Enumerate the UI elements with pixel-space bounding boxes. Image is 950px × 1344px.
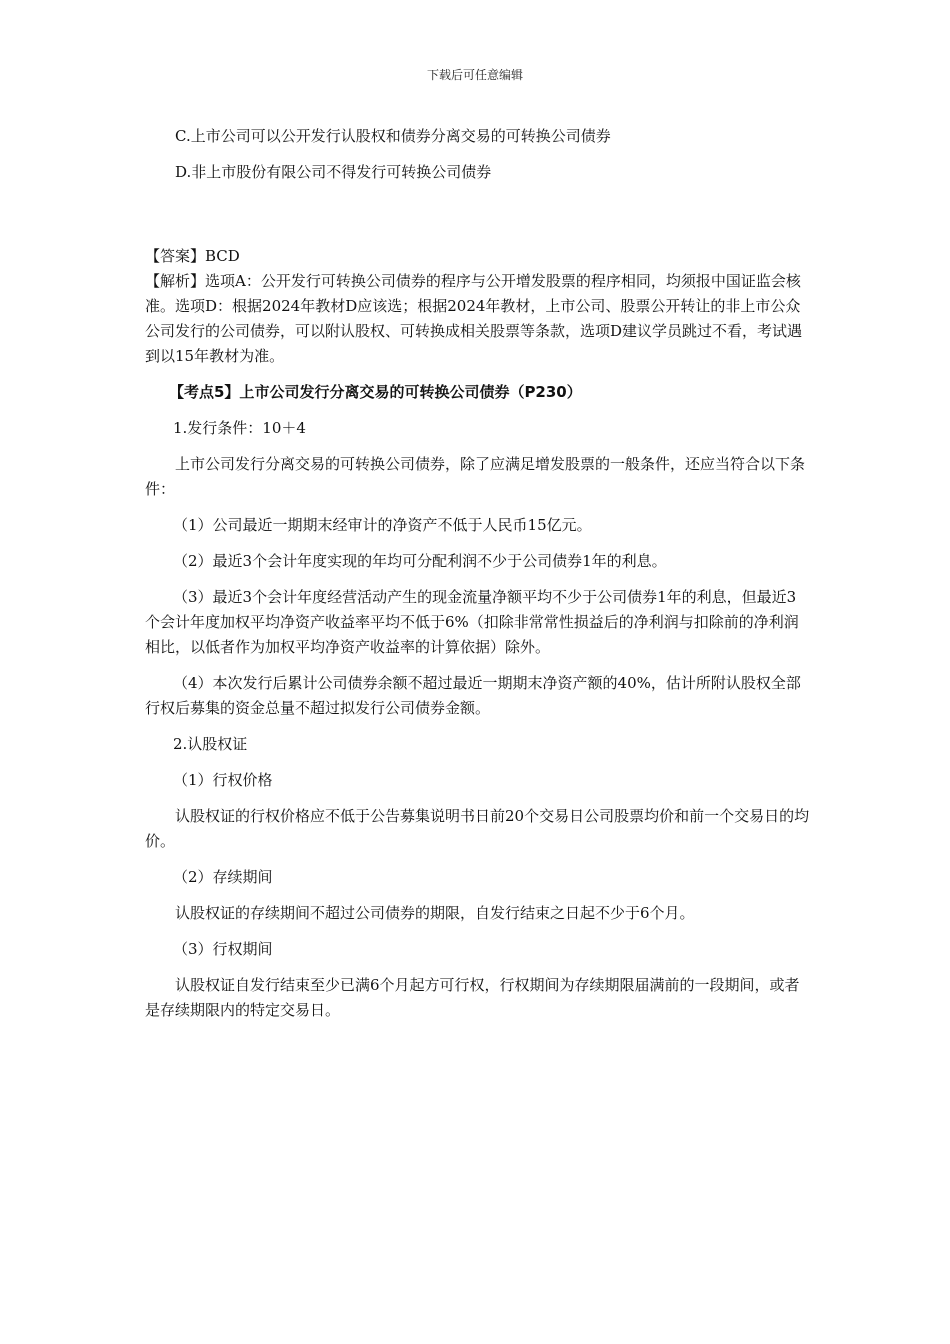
option-c: C.上市公司可以公开发行认股权和债券分离交易的可转换公司债券 (175, 127, 611, 145)
analysis-paragraph: 【解析】选项A：公开发行可转换公司债券的程序与公开增发股票的程序相同，均须报中国证监会核准。选项D：根据2024年教材D应该选；根据2024年教材，上市公司、股票公开转让的非上市公众公司发行的公司债券，可以附认股权、可转换成相关股票等条款，选项D建议学员跳过不看，考试遇到以15年教材为准。 (145, 272, 803, 365)
option-d: D.非上市股份有限公司不得发行可转换公司债券 (175, 163, 492, 181)
condition-2: （2）最近3个会计年度实现的年均可分配利润不少于公司债券1年的利息。 (173, 552, 667, 570)
exercise-price-title: （1）行权价格 (173, 771, 273, 789)
section-heading: 【考点5】上市公司发行分离交易的可转换公司债券（P230） (169, 383, 582, 401)
duration-text: 认股权证的存续期间不超过公司债券的期限，自发行结束之日起不少于6个月。 (175, 904, 695, 922)
exercise-period-title: （3）行权期间 (173, 940, 273, 958)
warrant-title: 2.认股权证 (173, 735, 248, 753)
issue-conditions-intro: 上市公司发行分离交易的可转换公司债券，除了应满足增发股票的一般条件，还应当符合以下条件： (145, 455, 806, 498)
condition-1: （1）公司最近一期期末经审计的净资产不低于人民币15亿元。 (173, 516, 592, 534)
spacer (145, 196, 810, 244)
exercise-period-text: 认股权证自发行结束至少已满6个月起方可行权，行权期间为存续期限届满前的一段期间，或者是存续期限内的特定交易日。 (145, 976, 800, 1019)
answer-line: 【答案】BCD (145, 247, 240, 265)
condition-4: （4）本次发行后累计公司债券余额不超过最近一期期末净资产额的40%，估计所附认股权全部行权后募集的资金总量不超过拟发行公司债券金额。 (145, 674, 801, 717)
duration-title: （2）存续期间 (173, 868, 273, 886)
page-header: 下载后可任意编辑 (426, 68, 523, 82)
condition-3: （3）最近3个会计年度经营活动产生的现金流量净额平均不少于公司债券1年的利息，但最近3个会计年度加权平均净资产收益率平均不低于6%（扣除非常常性损益后的净利润与扣除前的净利润相比，以低者作为加权平均净资产收益率的计算依据）除外。 (145, 588, 799, 656)
issue-conditions-title: 1.发行条件：10＋4 (173, 419, 306, 437)
document-body (145, 124, 810, 1034)
exercise-price-text: 认股权证的行权价格应不低于公告募集说明书日前20个交易日公司股票均价和前一个交易日的均价。 (145, 807, 810, 850)
